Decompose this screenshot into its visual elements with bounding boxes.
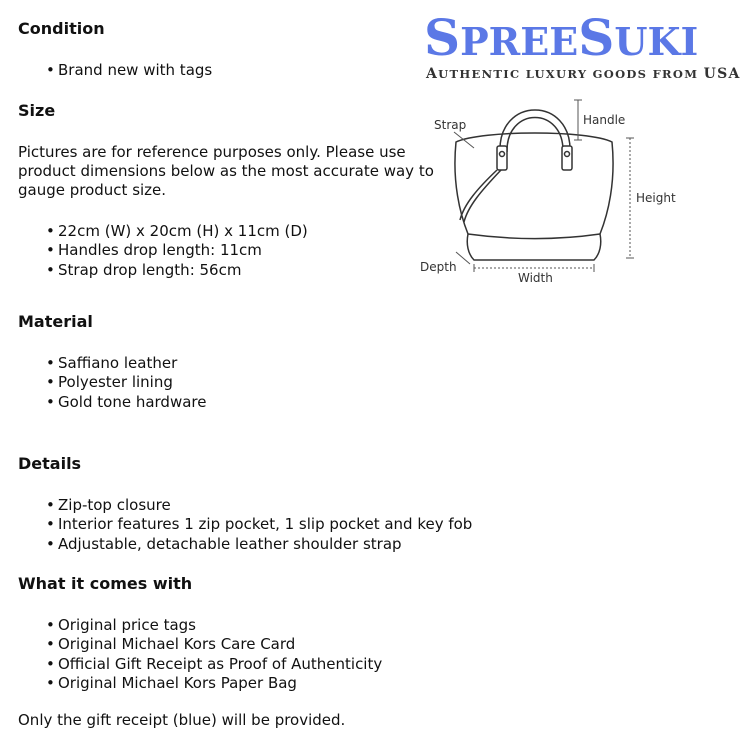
size-list bbox=[46, 222, 308, 280]
width-label: Width bbox=[518, 271, 553, 285]
logo-letter: S bbox=[424, 8, 461, 67]
list-item-text: Brand new with tags bbox=[58, 61, 213, 79]
strap-label: Strap bbox=[434, 118, 467, 132]
list-item-text: Adjustable, detachable leather shoulder strap bbox=[58, 534, 402, 553]
list-item-text: Original Michael Kors Paper Bag bbox=[58, 674, 297, 693]
bag-strap-inner bbox=[464, 170, 501, 222]
list-item bbox=[46, 674, 382, 693]
handle-label: Handle bbox=[583, 113, 626, 127]
list-item bbox=[46, 61, 212, 80]
details-list bbox=[46, 496, 472, 554]
bullet-icon: • bbox=[46, 496, 55, 514]
footer-note: Only the gift receipt (blue) will be provided. bbox=[18, 711, 346, 729]
size-paragraph-line: gauge product size. bbox=[18, 181, 167, 199]
bullet-icon: • bbox=[46, 392, 55, 411]
right-buckle bbox=[562, 146, 572, 170]
bullet-icon: • bbox=[46, 61, 55, 79]
bag-dimension-diagram bbox=[412, 92, 682, 292]
bullet-icon: • bbox=[46, 674, 55, 693]
logo-letter: S bbox=[578, 8, 615, 67]
bullet-icon: • bbox=[46, 654, 55, 673]
logo-letters: PREE bbox=[460, 19, 579, 64]
list-item-text: 22cm (W) x 20cm (H) x 11cm (D) bbox=[58, 222, 308, 240]
list-item-text: Strap drop length: 56cm bbox=[58, 260, 242, 279]
list-item-text: Handles drop length: 11cm bbox=[58, 241, 262, 260]
list-item bbox=[46, 635, 382, 654]
logo-letters: UKI bbox=[614, 19, 699, 64]
bullet-icon: • bbox=[46, 354, 55, 372]
bag-outline bbox=[455, 110, 613, 260]
strap-pointer bbox=[454, 132, 474, 148]
list-item-text: Polyester lining bbox=[58, 373, 173, 392]
material-heading: Material bbox=[18, 312, 93, 331]
bullet-icon: • bbox=[46, 260, 55, 279]
list-item bbox=[46, 655, 382, 674]
bullet-icon: • bbox=[46, 515, 55, 534]
condition-list bbox=[46, 61, 212, 80]
list-item bbox=[46, 393, 206, 412]
bullet-icon: • bbox=[46, 241, 55, 260]
bullet-icon: • bbox=[46, 635, 55, 654]
list-item bbox=[46, 373, 206, 392]
bullet-icon: • bbox=[46, 616, 55, 634]
list-item-text: Saffiano leather bbox=[58, 354, 178, 372]
list-item bbox=[46, 515, 472, 534]
bag-handle-outer bbox=[500, 110, 570, 152]
logo-tagline bbox=[426, 66, 741, 82]
condition-heading: Condition bbox=[18, 19, 105, 38]
details-heading: Details bbox=[18, 454, 82, 473]
list-item bbox=[46, 241, 308, 260]
depth-dimension-line bbox=[456, 252, 470, 264]
list-item-text: Zip-top closure bbox=[58, 496, 171, 514]
tagline-text: UTHENTIC LUXURY GOODS FROM bbox=[438, 67, 704, 81]
list-item bbox=[46, 222, 308, 241]
left-buckle bbox=[497, 146, 507, 170]
bag-handle-inner bbox=[507, 118, 563, 153]
size-paragraph-line: product dimensions below as the most accurate way to bbox=[18, 162, 434, 180]
comes-with-heading: What it comes with bbox=[18, 574, 193, 593]
depth-label: Depth bbox=[420, 260, 457, 274]
bullet-icon: • bbox=[46, 534, 55, 553]
list-item bbox=[46, 354, 206, 373]
list-item-text: Original price tags bbox=[58, 616, 196, 634]
list-item-text: Interior features 1 zip pocket, 1 slip pocket and key fob bbox=[58, 515, 473, 534]
list-item-text: Official Gift Receipt as Proof of Authenticity bbox=[58, 654, 383, 673]
list-item bbox=[46, 261, 308, 280]
bullet-icon: • bbox=[46, 222, 55, 240]
size-heading: Size bbox=[18, 101, 56, 120]
list-item bbox=[46, 616, 382, 635]
list-item-text: Gold tone hardware bbox=[58, 392, 207, 411]
height-label: Height bbox=[636, 191, 676, 205]
tagline-cap: A bbox=[426, 66, 439, 82]
bag-base-line bbox=[468, 234, 600, 239]
list-item bbox=[46, 496, 472, 515]
material-list bbox=[46, 354, 206, 412]
list-item bbox=[46, 535, 472, 554]
list-item-text: Original Michael Kors Care Card bbox=[58, 635, 296, 654]
comes-with-list bbox=[46, 616, 382, 694]
size-paragraph-line: Pictures are for reference purposes only. Please use bbox=[18, 143, 406, 161]
spreesuki-logo bbox=[424, 8, 741, 82]
bullet-icon: • bbox=[46, 373, 55, 392]
bag-body bbox=[455, 133, 613, 260]
tagline-usa: USA bbox=[703, 66, 741, 82]
